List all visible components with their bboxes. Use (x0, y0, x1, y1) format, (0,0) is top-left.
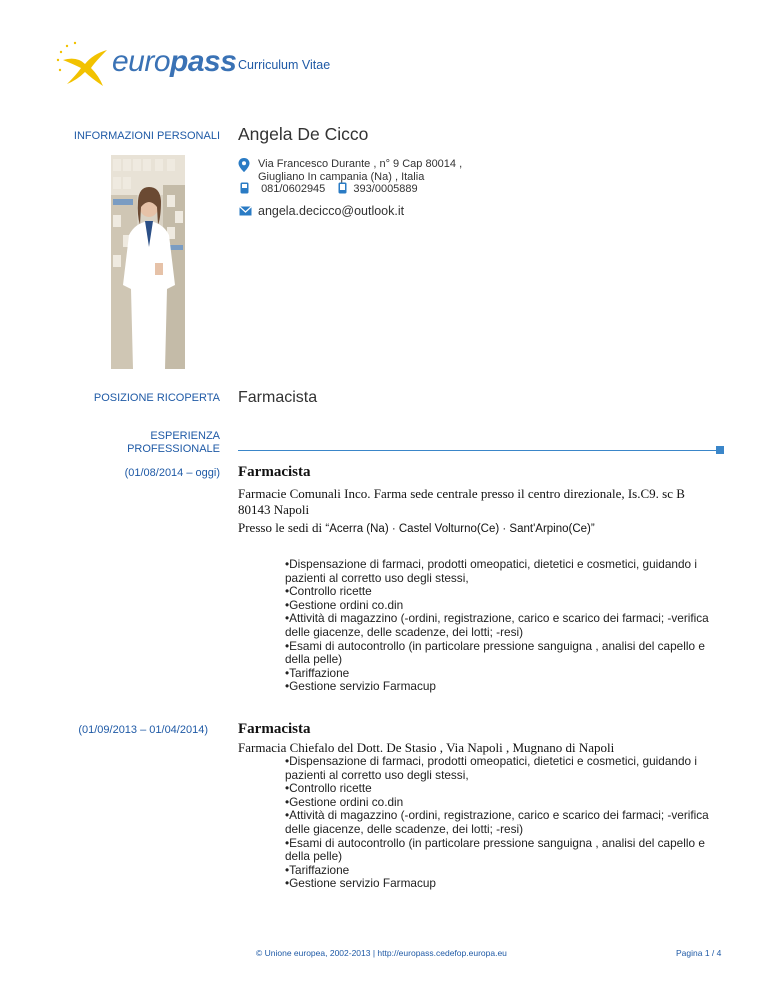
footer-copyright[interactable]: © Unione europea, 2002-2013 | http://europass.cedefop.europa.eu (256, 948, 507, 958)
job-duties-list (285, 558, 730, 694)
europass-wordmark: europass (112, 45, 237, 78)
email-link[interactable]: angela.decicco@outlook.it (258, 204, 405, 218)
phone-row (240, 182, 418, 195)
job-locations-names: “Acerra (Na) · Castel Volturno(Ce) · Sant'Arpino(Ce)” (325, 523, 595, 535)
list-item: •Tariffazione (285, 665, 350, 680)
phone-icon (240, 182, 249, 194)
list-item: •Attività di magazzino (-ordini, registrazione, carico e scarico dei farmaci; -verifica delle giacenze, delle scadenze, dei lotti; -resi) (285, 808, 709, 836)
address-line-2: Giugliano In campania (Na) , Italia (258, 171, 425, 183)
page-number: Pagina 1 / 4 (676, 948, 722, 958)
section-label-experience-line2: PROFESSIONALE (127, 443, 220, 455)
mobile-number: 393/0005889 (353, 183, 418, 195)
document-title: Curriculum Vitae (238, 58, 331, 72)
section-divider-square (716, 446, 724, 454)
job-dates: (01/08/2014 – oggi) (124, 467, 220, 479)
address (258, 158, 462, 184)
job-employer (238, 486, 718, 518)
list-item: •Controllo ricette (285, 584, 372, 599)
list-item: •Gestione ordini co.din (285, 597, 404, 612)
job-locations-prefix: Presso le sedi di (238, 520, 326, 535)
section-label-experience (20, 430, 220, 456)
email-icon (239, 206, 252, 216)
list-item: •Controllo ricette (285, 781, 372, 796)
list-item: •Dispensazione di farmaci, prodotti omeopatici, dietetici e cosmetici, guidando i pazienti al corretto uso degli stessi, (285, 557, 697, 585)
candidate-photo (111, 155, 185, 369)
list-item: •Esami di autocontrollo (in particolare pressione sanguigna , analisi del capello e della pelle) (285, 835, 705, 864)
job-duties-list (285, 755, 730, 891)
list-item: •Gestione servizio Farmacup (285, 679, 436, 694)
list-item: •Attività di magazzino (-ordini, registrazione, carico e scarico dei farmaci; -verifica delle giacenze, delle scadenze, dei lotti; -resi) (285, 611, 709, 639)
candidate-name: Angela De Cicco (238, 124, 369, 144)
job-title: Farmacista (238, 464, 311, 480)
address-line-1: Via Francesco Durante , n° 9 Cap 80014 , (258, 158, 463, 170)
job-title: Farmacista (238, 721, 311, 737)
job-dates: (01/09/2013 – 01/04/2014) (78, 724, 208, 736)
location-pin-icon (238, 158, 250, 172)
job-employer-line1: Farmacie Comunali Inco. Farma sede centrale presso il centro direzionale, Is.C9. sc B (238, 486, 685, 501)
list-item: •Tariffazione (285, 862, 350, 877)
job-employer: Farmacia Chiefalo del Dott. De Stasio , Via Napoli , Mugnano di Napoli (238, 740, 615, 755)
section-divider (238, 450, 716, 451)
star-figure-icon (57, 42, 107, 86)
position-title: Farmacista (238, 389, 318, 406)
phone-number: 081/0602945 (261, 183, 326, 195)
section-label-experience-line1: ESPERIENZA (150, 430, 220, 442)
list-item: •Gestione servizio Farmacup (285, 876, 436, 891)
section-label-personal: INFORMAZIONI PERSONALI (73, 130, 220, 142)
list-item: •Gestione ordini co.din (285, 794, 404, 809)
section-label-position: POSIZIONE RICOPERTA (93, 392, 220, 404)
mobile-phone-icon (338, 182, 347, 194)
job-locations (238, 520, 595, 537)
job-employer-line2: 80143 Napoli (238, 502, 310, 517)
list-item: •Esami di autocontrollo (in particolare pressione sanguigna , analisi del capello e della pelle) (285, 638, 705, 667)
list-item: •Dispensazione di farmaci, prodotti omeopatici, dietetici e cosmetici, guidando i pazienti al corretto uso degli stessi, (285, 754, 697, 782)
